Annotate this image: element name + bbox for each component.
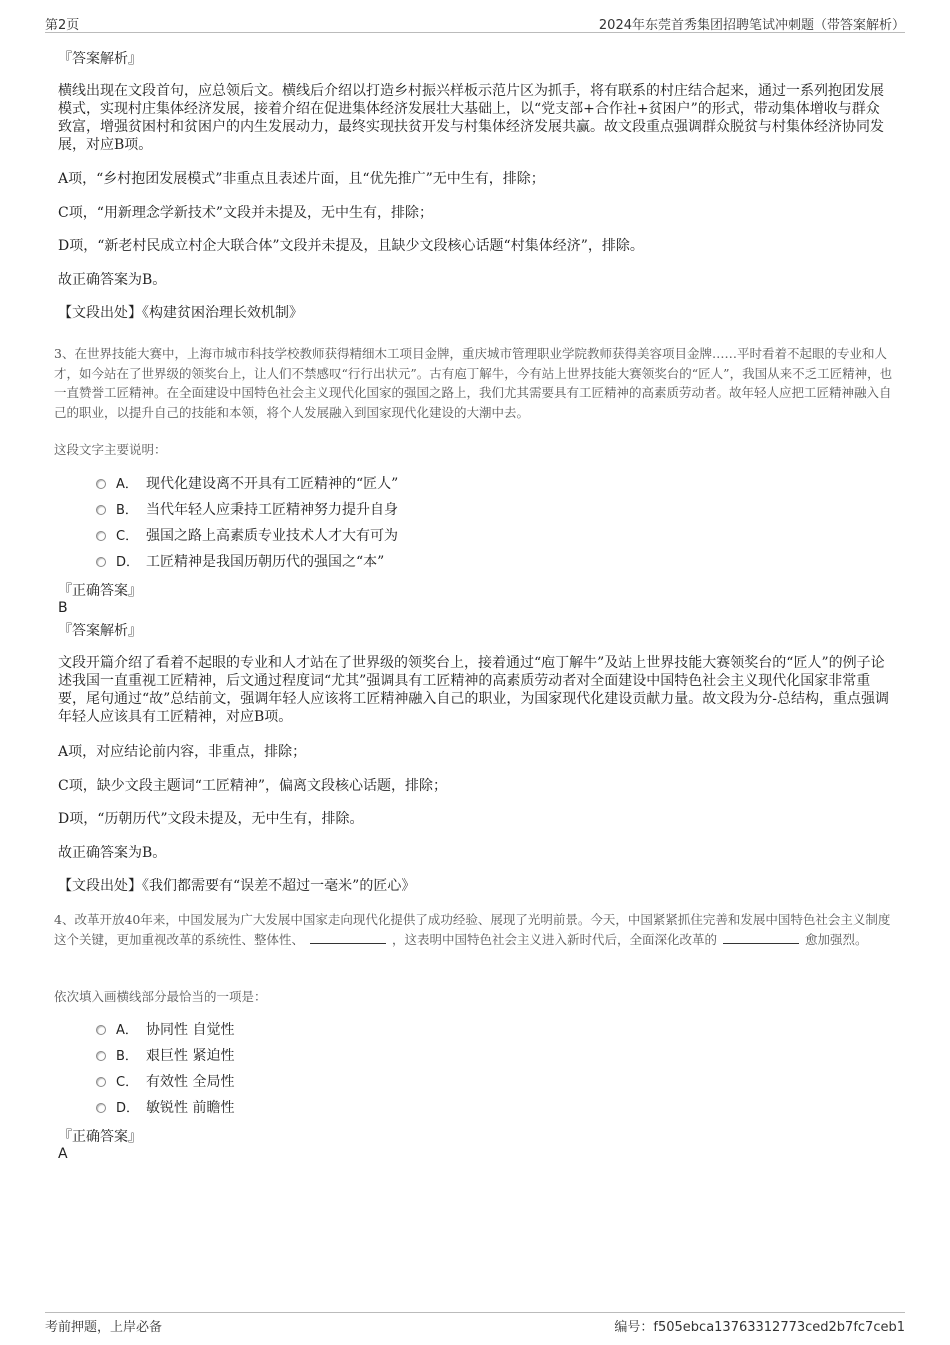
radio-icon[interactable] bbox=[96, 479, 106, 489]
fill-blank-2 bbox=[723, 931, 799, 944]
document-title: 2024年东莞首秀集团招聘笔试冲刺题（带答案解析） bbox=[598, 18, 905, 33]
q2-option-c-note: C项，“用新理念学新技术”文段并未提及，无中生有，排除； bbox=[58, 205, 434, 221]
radio-icon[interactable] bbox=[96, 505, 106, 515]
page-footer bbox=[45, 1312, 905, 1337]
q3-answer-label: 『正确答案』 bbox=[58, 583, 142, 599]
q3-option-c-note: C项，缺少文段主题词“工匠精神”，偏离文段核心话题，排除； bbox=[58, 778, 448, 794]
q2-analysis-text: 横线出现在文段首句，应总领后文。横线后介绍以打造乡村振兴样板示范片区为抓手，将有联系的村庄结合起来，通过一系列抱团发展模式，实现村庄集体经济发展，接着介绍在促进集体经济发展壮大基础上，以“党支部+合作社+贫困户”的形式，带动集体增收与群众致富，增强贫困村和贫困户的内生发展动力，最终实现扶贫开发与村集体经济发展共赢。故文段重点强调群众脱贫与村集体经济协同发展，对应B项。 bbox=[58, 83, 884, 153]
radio-icon[interactable] bbox=[96, 1077, 106, 1087]
q2-option-a-note: A项，“乡村抱团发展模式”非重点且表述片面，且“优先推广”无中生有，排除； bbox=[58, 171, 545, 187]
q3-analysis-label: 『答案解析』 bbox=[58, 623, 142, 639]
q2-analysis-label: 『答案解析』 bbox=[58, 51, 142, 67]
radio-icon[interactable] bbox=[96, 557, 106, 567]
q3-stem: 3、在世界技能大赛中，上海市城市科技学校教师获得精细木工项目金牌，重庆城市管理职业学院教师获得美容项目金牌……平时看着不起眼的专业和人才，如今站在了世界级的领奖台上，让人们不禁感叹“行行出状元”。古有庖丁解牛，今有站上世界技能大赛领奖台的“匠人”，我国从来不乏工匠精神，也一直赞誉工匠精神。在全面建设中国特色社会主义现代化国家的强国之路上，我们尤其需要具有工匠精神的高素质劳动者。故年轻人应把工匠精神融入自己的职业，以提升自己的技能和本领，将个人发展融入到国家现代化建设的大潮中去。 bbox=[54, 346, 893, 420]
q4-option-c[interactable]: C． 有效性 全局性 bbox=[96, 1071, 234, 1093]
fill-blank-1 bbox=[310, 931, 386, 944]
footer-slogan: 考前押题，上岸必备 bbox=[45, 1320, 163, 1335]
radio-icon[interactable] bbox=[96, 1103, 106, 1113]
q2-conclusion: 故正确答案为B。 bbox=[58, 272, 167, 288]
q4-option-b[interactable]: B． 艰巨性 紧迫性 bbox=[96, 1045, 234, 1067]
q3-analysis-text: 文段开篇介绍了看着不起眼的专业和人才站在了世界级的领奖台上，接着通过“庖丁解牛”及站上世界技能大赛领奖台的“匠人”的例子论述我国一直重视工匠精神，后文通过程度词“尤其”强调具有工匠精神的高素质劳动者对全面建设中国特色社会主义现代化国家非常重要，尾句通过“故”总结前文，强调年轻人应该将工匠精神融入自己的职业，为国家现代化建设贡献力量。故文段为分-总结构，重点强调年轻人应该具有工匠精神，对应B项。 bbox=[58, 655, 890, 725]
q3-option-d-note: D项，“历朝历代”文段未提及，无中生有，排除。 bbox=[58, 811, 364, 827]
q4-answer-label: 『正确答案』 bbox=[58, 1129, 142, 1145]
q3-option-d[interactable]: D． 工匠精神是我国历朝历代的强国之“本” bbox=[96, 551, 384, 573]
q4-stem: 4、改革开放40年来，中国发展为广大发展中国家走向现代化提供了成功经验、展现了光明前景。今天，中国紧紧抓住完善和发展中国特色社会主义制度这个关键，更加重视改革的系统性、整体性、 ，这表明中国特色社会主义进入新时代后，全面深化改革的 愈加强烈。 bbox=[54, 912, 891, 947]
q3-prompt: 这段文字主要说明： bbox=[54, 442, 167, 457]
q4-option-d[interactable]: D． 敏锐性 前瞻性 bbox=[96, 1097, 234, 1119]
q3-answer: B bbox=[58, 600, 68, 616]
q4-prompt: 依次填入画横线部分最恰当的一项是： bbox=[54, 989, 267, 1004]
q3-option-c[interactable]: C． 强国之路上高素质专业技术人才大有可为 bbox=[96, 525, 398, 547]
q3-option-b[interactable]: B． 当代年轻人应秉持工匠精神努力提升自身 bbox=[96, 499, 398, 521]
radio-icon[interactable] bbox=[96, 1051, 106, 1061]
radio-icon[interactable] bbox=[96, 531, 106, 541]
page-header bbox=[45, 12, 905, 33]
q2-option-d-note: D项，“新老村民成立村企大联合体”文段并未提及，且缺少文段核心话题“村集体经济”，排除。 bbox=[58, 238, 644, 254]
q4-option-a[interactable]: A． 协同性 自觉性 bbox=[96, 1019, 234, 1041]
q3-option-a-note: A项，对应结论前内容，非重点，排除； bbox=[58, 744, 307, 760]
q4-answer: A bbox=[58, 1146, 68, 1162]
q2-source: 【文段出处】《构建贫困治理长效机制》 bbox=[58, 305, 303, 321]
page-number: 第2页 bbox=[45, 18, 80, 33]
q3-source: 【文段出处】《我们都需要有“误差不超过一毫米”的匠心》 bbox=[58, 878, 416, 894]
q3-conclusion: 故正确答案为B。 bbox=[58, 845, 167, 861]
document-id: 编号：f505ebca13763312773ced2b7fc7ceb1 bbox=[614, 1320, 905, 1335]
radio-icon[interactable] bbox=[96, 1025, 106, 1035]
q3-option-a[interactable]: A． 现代化建设离不开具有工匠精神的“匠人” bbox=[96, 473, 398, 495]
